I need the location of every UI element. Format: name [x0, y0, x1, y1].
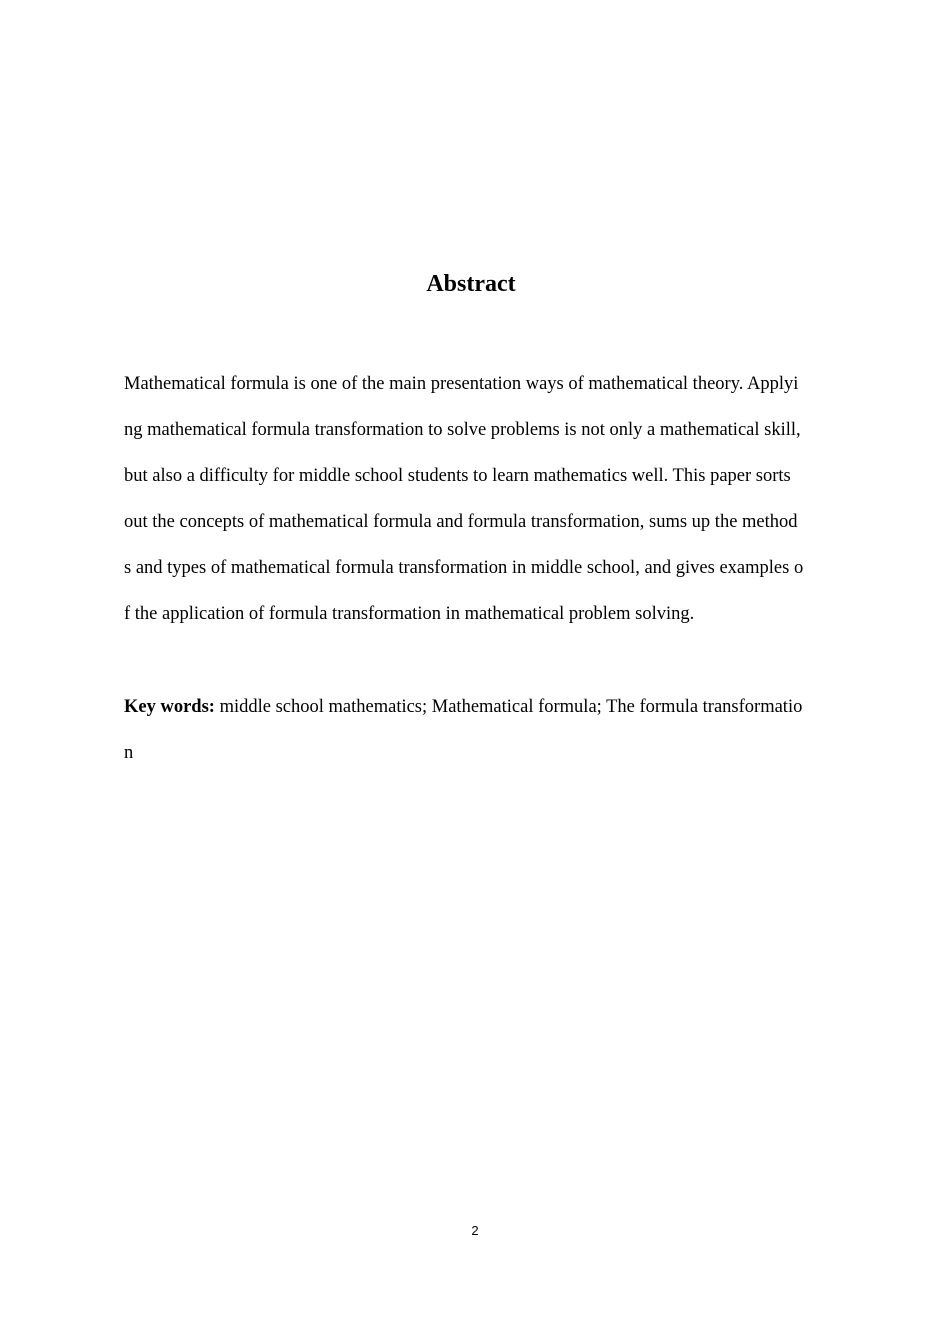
abstract-title: Abstract: [426, 271, 516, 297]
abstract-line: out the concepts of mathematical formula and formula transformation, sums up the method: [124, 512, 798, 532]
keywords-text: middle school mathematics; Mathematical formula; The formula transformatio: [214, 697, 803, 717]
page-number: 2: [471, 1223, 479, 1238]
keywords-line: [124, 684, 834, 730]
keywords-section: [124, 684, 834, 776]
abstract-line: ng mathematical formula transformation to solve problems is not only a mathematical skill,: [124, 420, 801, 440]
abstract-line: f the application of formula transformation in mathematical problem solving.: [124, 604, 695, 624]
abstract-body: [124, 361, 834, 637]
abstract-line: s and types of mathematical formula transformation in middle school, and gives examples o: [124, 558, 804, 578]
keywords-label: Key words:: [124, 697, 215, 717]
keywords-line-continued: n: [124, 743, 134, 763]
abstract-line: but also a difficulty for middle school students to learn mathematics well. This paper sorts: [124, 466, 791, 486]
abstract-line: Mathematical formula is one of the main presentation ways of mathematical theory. Applyi: [124, 374, 799, 394]
